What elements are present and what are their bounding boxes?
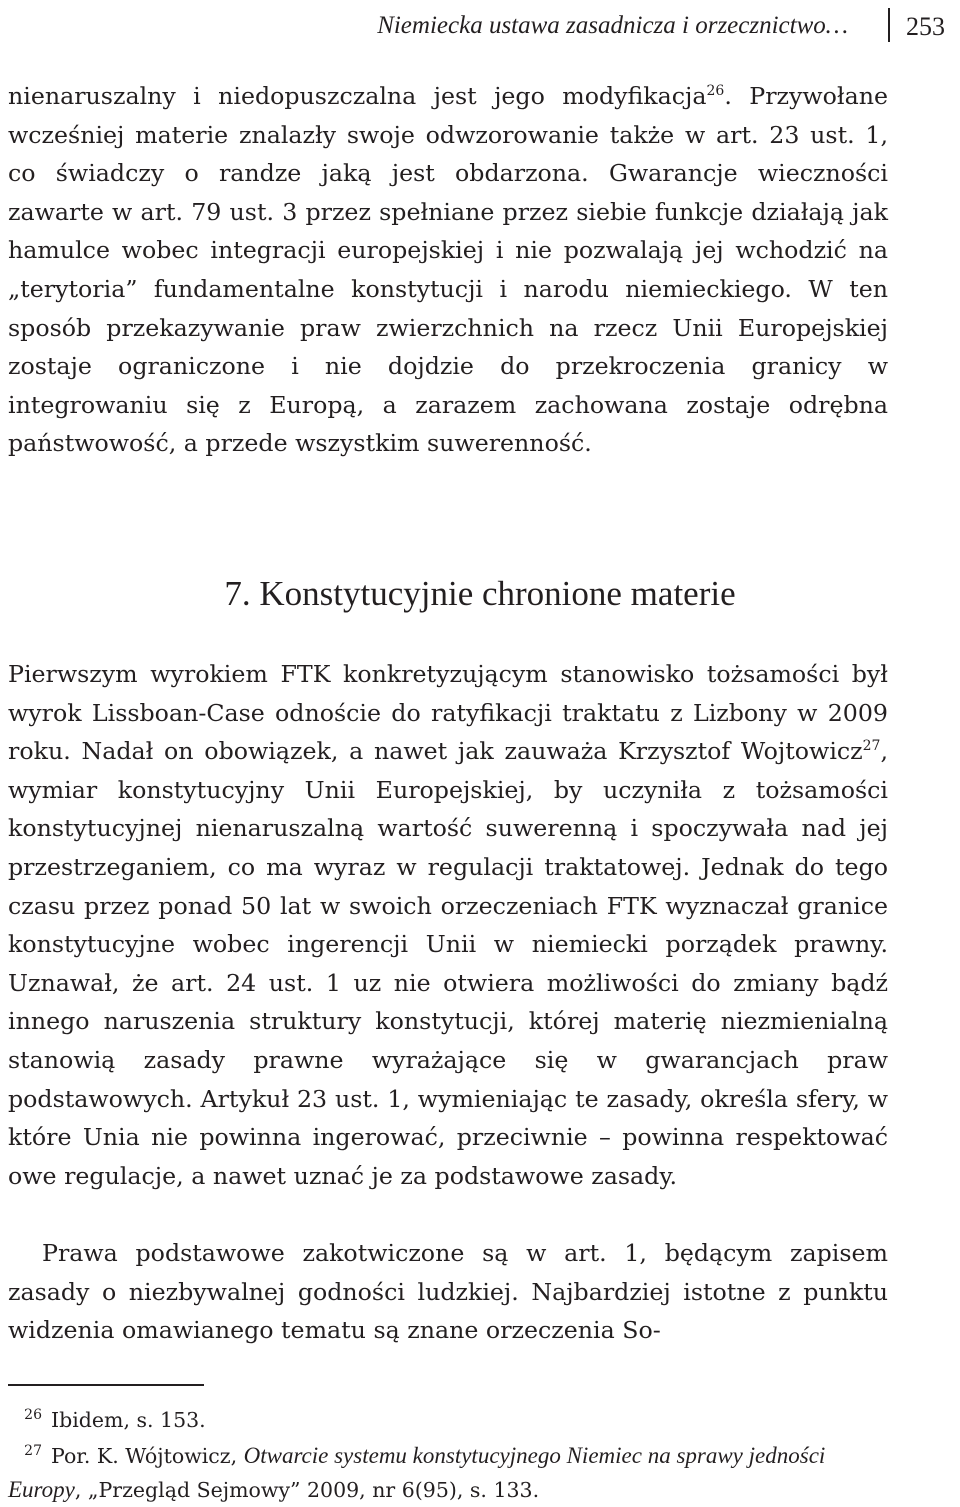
footnote-27-rest: , „Przegląd Sejmowy” 2009, nr 6(95), s. 133. <box>74 1478 540 1502</box>
footnote-27-marker: 27 <box>24 1443 42 1460</box>
paragraph-2-text-b: , wymiar konstytucyjny Unii Europejskiej, by uczyniła z tożsamości konstytucyjnej nienaruszalną wartość suwerenną i spoczywała nad jej przestrzeganiem, co ma wyraz w regulacji traktatowej. Jednak do tego czasu przez ponad 50 lat w swoich orzeczeniach FTK wyznaczał granice konstytucyjne wobec ingerencji Unii w niemiecki porządek prawny. Uznawał, że art. 24 ust. 1 uz nie otwiera możliwości do zmiany bądź innego naruszenia struktury konstytucji, której materię niezmienialną stanowią zasady prawne wyrażające się w gwarancjach praw podstawowych. Artykuł 23 ust. 1, wymieniając te zasady, określa sfery, w które Unia nie powinna ingerować, przeciwnie – powinna respektować owe regulacje, a nawet uznać je za podstawowe zasady. <box>8 737 888 1190</box>
paragraph-1-text-b: . Przywołane wcześniej materie znalazły swoje odwzorowanie także w art. 23 ust. 1, co świadczy o randze jaką jest obdarzona. Gwarancje wieczności zawarte w art. 79 ust. 3 przez spełniane przez siebie funkcje działają jak hamulce wobec integracji europejskiej i nie pozwalają jej wchodzić na „terytoria” fundamentalne konstytucji i narodu niemieckiego. W ten sposób przekazywanie praw zwierzchnich na rzecz Unii Europejskiej zostaje ograniczone i nie dojdzie do przekroczenia granicy w integrowaniu się z Europą, a zarazem zachowana zostaje odrębna państwowość, a przede wszystkim suwerenność. <box>8 82 888 458</box>
footnote-26-number <box>8 1404 42 1437</box>
footnote-divider <box>8 1384 204 1386</box>
paragraph-2 <box>8 655 888 1195</box>
section-heading: 7. Konstytucyjnie chronione materie <box>224 574 736 613</box>
paragraph-2-text-a: Pierwszym wyrokiem FTK konkretyzującym stanowisko tożsamości był wyrok Lissboan-Case odnoście do ratyfikacji traktatu z Lizbony w 2009 roku. Nadał on obowiązek, a nawet jak zauważa Krzysztof Wojtowicz <box>8 660 888 766</box>
footnote-27 <box>8 1439 888 1507</box>
footnote-27-author: Por. K. Wójtowicz, <box>51 1444 244 1468</box>
paragraph-1 <box>8 77 888 463</box>
footnote-26 <box>8 1404 888 1437</box>
footnote-26-text: Ibidem, s. 153. <box>51 1408 206 1432</box>
footnote-ref-26[interactable]: 26 <box>706 83 725 100</box>
paragraph-1-text-a: nienaruszalny i niedopuszczalna jest jego modyfikacja <box>8 82 707 110</box>
footnote-26-marker: 26 <box>24 1407 42 1424</box>
running-header <box>0 8 960 42</box>
header-divider <box>888 8 890 42</box>
running-title: Niemiecka ustawa zasadnicza i orzecznictwo… <box>377 12 848 39</box>
footnote-ref-27[interactable]: 27 <box>862 738 881 755</box>
footnote-27-title: Otwarcie systemu konstytucyjnego Niemiec na sprawy jedności Europy <box>8 1443 826 1502</box>
paragraph-3 <box>8 1234 888 1350</box>
page-number: 253 <box>906 12 945 41</box>
footnote-27-number <box>8 1440 42 1473</box>
paragraph-3-text: Prawa podstawowe zakotwiczone są w art. 1, będącym zapisem zasady o niezbywalnej godności ludzkiej. Najbardziej istotne z punktu widzenia omawianego tematu są znane orzeczenia So- <box>8 1239 888 1345</box>
